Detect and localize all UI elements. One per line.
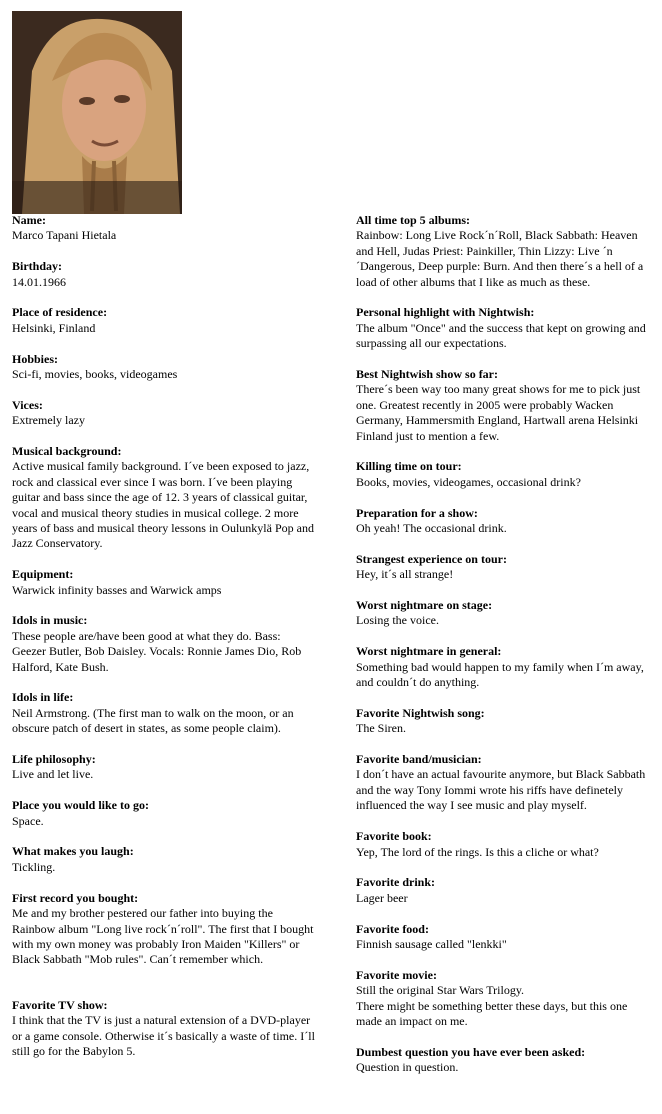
profile-entry — [356, 875, 656, 906]
question-label: Worst nightmare on stage: — [356, 598, 493, 613]
answer-text: There´s been way too many great shows for me to pick just one. Greatest recently in 2005 were probably Wacken Germany, Hammersmith England, Hartwall arena Helsinki Finland just to mention a few. — [356, 382, 641, 443]
answer-text: Yep, The lord of the rings. Is this a cliche or what? — [356, 844, 599, 859]
answer-text: Live and let live. — [12, 767, 94, 782]
profile-entry — [12, 891, 317, 968]
profile-entry — [12, 752, 317, 783]
answer-text: Extremely lazy — [12, 413, 85, 428]
profile-entry — [12, 398, 317, 429]
question-label: Favorite book: — [356, 829, 432, 844]
profile-entry — [356, 752, 656, 814]
answer-text: Sci-fi, movies, books, videogames — [12, 367, 178, 382]
profile-entry — [356, 459, 656, 490]
question-label: Preparation for a show: — [356, 505, 478, 520]
question-label: Favorite band/musician: — [356, 752, 482, 767]
profile-entry — [12, 998, 317, 1060]
portrait-illustration — [12, 11, 182, 214]
answer-text: Lager beer — [356, 890, 408, 905]
question-label: Favorite movie: — [356, 967, 437, 982]
question-label: Best Nightwish show so far: — [356, 367, 499, 382]
answer-text: Hey, it´s all strange! — [356, 567, 454, 582]
question-label: First record you bought: — [12, 890, 139, 905]
question-label: Equipment: — [12, 567, 74, 582]
answer-text: I don´t have an actual favourite anymore, but Black Sabbath and the way Tony Iommi wrote his riffs have definetely influenced the way I see music and play myself. — [356, 767, 646, 813]
profile-entry — [356, 644, 656, 690]
profile-entry — [12, 259, 317, 290]
question-label: Favorite TV show: — [12, 997, 108, 1012]
answer-text: Helsinki, Finland — [12, 320, 96, 335]
question-label: Favorite drink: — [356, 875, 435, 890]
portrait-photo — [12, 11, 182, 214]
profile-entry — [12, 213, 317, 244]
answer-text: Active musical family background. I´ve been exposed to jazz, rock and classical ever since I was born. I´ve been playing guitar and bass since the age of 12. 3 years of classical guitar, vocal and musical theory studies in musical college. 2 more years of bass and musical theory lessons in Oulunkylä Pop and Jazz Conservatory. — [12, 459, 314, 551]
question-label: Dumbest question you have ever been asked: — [356, 1044, 586, 1059]
profile-entry — [12, 352, 317, 383]
question-label: All time top 5 albums: — [356, 213, 470, 227]
question-label: Idols in music: — [12, 613, 88, 628]
question-label: Favorite Nightwish song: — [356, 705, 485, 720]
profile-entry — [356, 305, 656, 351]
profile-entry — [356, 552, 656, 583]
profile-entry — [356, 1045, 656, 1076]
profile-entry — [356, 922, 656, 953]
profile-entry — [356, 213, 656, 290]
profile-entry — [356, 506, 656, 537]
question-label: Birthday: — [12, 259, 63, 274]
profile-entry — [356, 598, 656, 629]
question-label: Strangest experience on tour: — [356, 551, 507, 566]
answer-text: Tickling. — [12, 859, 56, 874]
profile-entry — [12, 844, 317, 875]
question-label: Personal highlight with Nightwish: — [356, 305, 535, 320]
question-label: Place of residence: — [12, 305, 108, 320]
answer-text: Finnish sausage called "lenkki" — [356, 936, 507, 951]
answer-text: Oh yeah! The occasional drink. — [356, 521, 507, 536]
answer-text: Losing the voice. — [356, 613, 439, 628]
answer-text: Books, movies, videogames, occasional drink? — [356, 474, 581, 489]
answer-text: Rainbow: Long Live Rock´n´Roll, Black Sabbath: Heaven and Hell, Judas Priest: Painkiller, Thin Lizzy: Live ´n´Dangerous, Deep purple: Burn. And then there´s a hell of a load of other albums that I like as much as these. — [356, 228, 644, 289]
answer-text: Question in question. — [356, 1060, 459, 1075]
answer-text: Me and my brother pestered our father into buying the Rainbow album "Long live rock´n´roll". The first that I bought with my own money was probably Iron Maiden "Killers" or Black Sabbath "Mob rules". Can´t remember which. — [12, 906, 314, 967]
question-label: Idols in life: — [12, 690, 74, 705]
profile-entry — [356, 706, 656, 737]
answer-text: These people are/have been good at what they do. Bass: Geezer Butler, Bob Daisley. Vocals: Ronnie James Dio, Rob Halford, Kate Bush. — [12, 628, 302, 674]
answer-text: 14.01.1966 — [12, 274, 66, 289]
answer-text: The album "Once" and the success that kept on growing and surpassing all our expectations. — [356, 320, 646, 351]
question-label: Name: — [12, 213, 46, 227]
right-column — [356, 213, 656, 1091]
answer-text: The Siren. — [356, 721, 406, 736]
answer-text: Warwick infinity basses and Warwick amps — [12, 582, 222, 597]
question-label: Worst nightmare in general: — [356, 644, 502, 659]
question-label: Life philosophy: — [12, 752, 96, 767]
answer-text: Space. — [12, 813, 44, 828]
left-column — [12, 213, 317, 1075]
profile-entry — [12, 567, 317, 598]
profile-entry — [12, 444, 317, 552]
profile-entry — [12, 613, 317, 675]
question-label: What makes you laugh: — [12, 844, 134, 859]
profile-entry — [12, 305, 317, 336]
question-label: Vices: — [12, 397, 43, 412]
answer-text: I think that the TV is just a natural extension of a DVD-player or a game console. Otherwise it´s basically a waste of time. I´ll still go for the Babylon 5. — [12, 1013, 315, 1058]
answer-text: Still the original Star Wars Trilogy. There might be something better these days, but this one made an impact on me. — [356, 983, 628, 1028]
answer-text: Neil Armstrong. (The first man to walk on the moon, or an obscure patch of desert in states, as some people claim). — [12, 705, 294, 736]
question-label: Favorite food: — [356, 921, 429, 936]
question-label: Killing time on tour: — [356, 459, 462, 474]
profile-entry — [12, 798, 317, 829]
answer-text: Marco Tapani Hietala — [12, 228, 117, 243]
profile-entry — [356, 968, 656, 1030]
profile-entry — [356, 367, 656, 444]
answer-text: Something bad would happen to my family when I´m away, and couldn´t do anything. — [356, 659, 644, 690]
profile-entry — [356, 829, 656, 860]
question-label: Musical background: — [12, 444, 122, 459]
question-label: Hobbies: — [12, 351, 59, 366]
profile-entry — [12, 690, 317, 736]
question-label: Place you would like to go: — [12, 798, 149, 813]
